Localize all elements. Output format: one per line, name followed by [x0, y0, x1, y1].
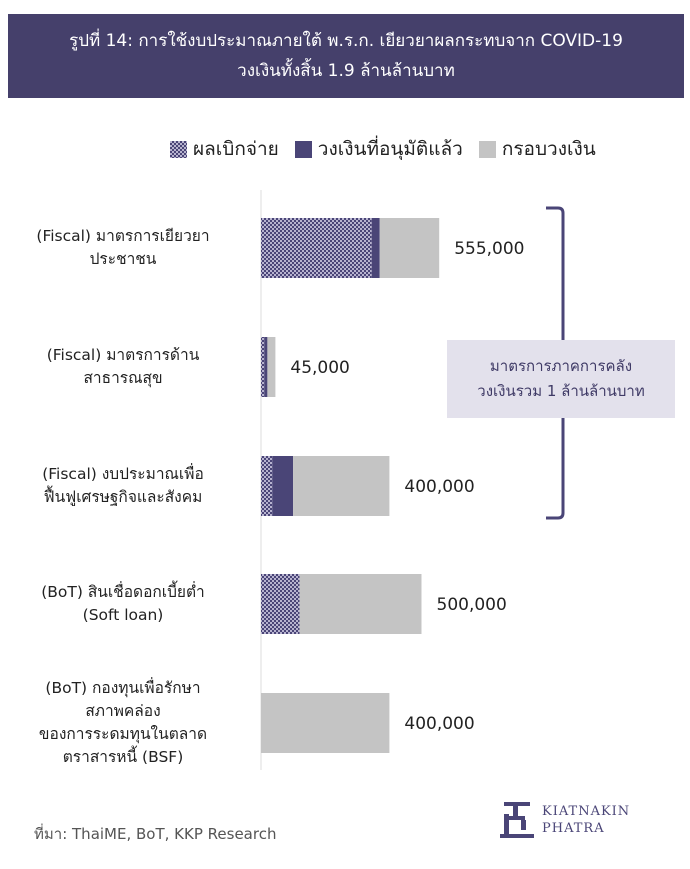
- bar-segment: [261, 574, 300, 634]
- source-note: ที่มา: ThaiME, BoT, KKP Research: [34, 825, 277, 843]
- legend-label-disbursed: ผลเบิกจ่าย: [193, 138, 279, 160]
- bar-segment: [267, 337, 275, 397]
- bar-total-label: 555,000: [454, 239, 525, 259]
- bar-segment: [372, 218, 380, 278]
- bar-segment: [380, 218, 439, 278]
- bar-segment: [300, 574, 422, 634]
- category-label: [0, 581, 246, 627]
- category-label-line: ประชาชน: [89, 250, 157, 268]
- category-label: [0, 225, 246, 271]
- kkp-logo-icon: [500, 802, 534, 838]
- category-label: [0, 463, 246, 509]
- bar-segment: [261, 693, 389, 753]
- category-label-line: (Fiscal) มาตรการด้าน: [46, 346, 200, 364]
- logo-line-2: PHATRA: [542, 821, 605, 836]
- category-label-line: (BoT) กองทุนเพื่อรักษา: [45, 679, 201, 697]
- note-line-1: มาตรการภาคการคลัง: [489, 357, 633, 375]
- category-label-line: (Soft loan): [82, 606, 164, 624]
- category-label: [0, 677, 246, 769]
- bar-total-label: 45,000: [290, 358, 350, 378]
- chart-title: รูปที่ 14: การใช้งบประมาณภายใต้ พ.ร.ก. เยียวยาผลกระทบจาก COVID-19: [69, 31, 623, 51]
- category-label-line: สภาพคล่อง: [85, 702, 161, 720]
- category-label-line: ตราสารหนี้ (BSF): [62, 748, 184, 766]
- note-line-2: วงเงินรวม 1 ล้านล้านบาท: [477, 382, 645, 400]
- logo-text: [542, 803, 630, 837]
- logo-line-1: KIATNAKIN: [542, 804, 631, 819]
- legend-label-approved: วงเงินที่อนุมัติแล้ว: [317, 138, 463, 160]
- bar-segment: [261, 337, 264, 397]
- bar-total-label: 400,000: [404, 714, 475, 734]
- category-label-line: ของการระดมทุนในตลาด: [38, 725, 208, 743]
- category-label-line: (Fiscal) มาตรการเยียวยา: [36, 227, 210, 245]
- category-label: [0, 344, 246, 390]
- bar-segment: [272, 456, 293, 516]
- bar-segment: [264, 337, 267, 397]
- category-label-line: (BoT) สินเชื่อดอกเบี้ยต่ำ: [41, 583, 205, 601]
- bar-segment: [261, 456, 272, 516]
- category-label-line: สาธารณสุข: [83, 369, 163, 387]
- legend-label-budget: กรอบวงเงิน: [501, 138, 596, 160]
- kkp-logo: [500, 800, 630, 840]
- bar-segment: [261, 218, 372, 278]
- category-label-line: ฟื้นฟูเศรษฐกิจและสังคม: [43, 488, 203, 506]
- bar-total-label: 400,000: [404, 477, 475, 497]
- bar-total-label: 500,000: [436, 595, 507, 615]
- bar-segment: [293, 456, 389, 516]
- fiscal-note-box: [447, 340, 675, 418]
- chart-subtitle: วงเงินทั้งสิ้น 1.9 ล้านล้านบาท: [237, 61, 455, 81]
- category-label-line: (Fiscal) งบประมาณเพื่อ: [42, 465, 204, 483]
